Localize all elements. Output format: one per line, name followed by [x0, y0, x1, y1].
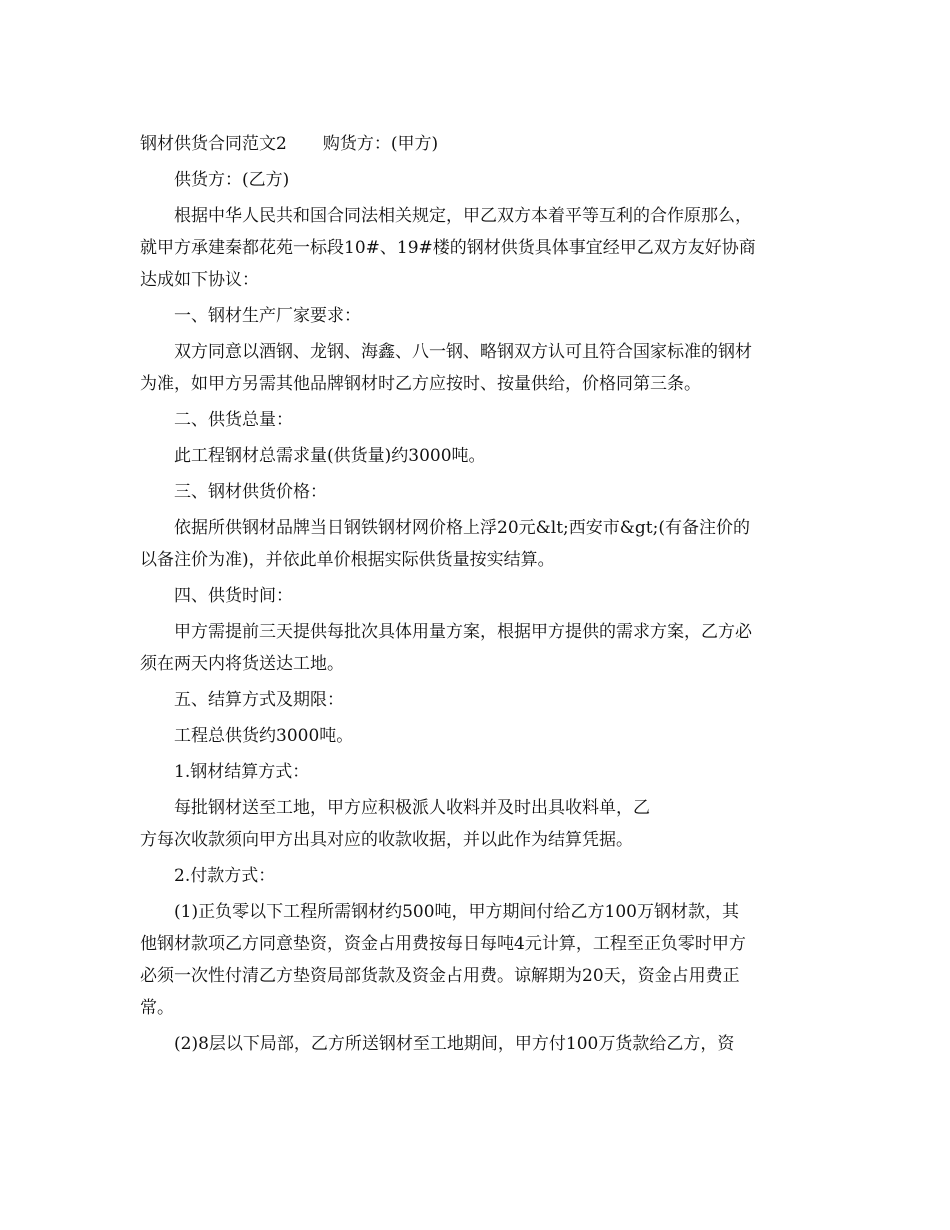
section-5-line-2: 每批钢材送至工地，甲方应积极派人收料并及时出具收料单，乙: [174, 798, 650, 818]
section-4-line-1: 甲方需提前三天提供每批次具体用量方案，根据甲方提供的需求方案，乙方必: [174, 622, 752, 642]
section-5-line-3: 方每次收款须向甲方出具对应的收款收据，并以此作为结算凭据。: [140, 830, 633, 850]
document-body: [140, 128, 820, 1060]
intro-line-3: 达成如下协议：: [140, 270, 259, 290]
document-title: 钢材供货合同范文2: [140, 134, 287, 154]
intro-line-1: 根据中华人民共和国合同法相关规定，甲乙双方本着平等互利的合作原那么，: [174, 206, 752, 226]
section-5-line-1: 工程总供货约3000吨。: [174, 726, 354, 746]
subsection-heading-5-1: 1.钢材结算方式：: [174, 762, 310, 782]
section-1-line-1: 双方同意以酒钢、龙钢、海鑫、八一钢、略钢双方认可且符合国家标准的钢材: [174, 342, 752, 362]
title-row: [140, 128, 820, 160]
section-heading-2: 二、供货总量：: [174, 410, 293, 430]
section-3-line-1: 依据所供钢材品牌当日钢铁钢材网价格上浮20元&lt;西安市&gt;(有备注价的: [174, 518, 750, 538]
intro-line-2: 就甲方承建秦都花苑一标段10#、19#楼的钢材供货具体事宜经甲乙双方友好协商: [140, 238, 756, 258]
section-heading-5: 五、结算方式及期限：: [174, 690, 344, 710]
clause-1-line-4: 常。: [140, 998, 174, 1018]
section-4-line-2: 须在两天内将货送达工地。: [140, 654, 344, 674]
section-heading-4: 四、供货时间：: [174, 586, 293, 606]
clause-1-line-2: 他钢材款项乙方同意垫资，资金占用费按每日每吨4元计算，工程至正负零时甲方: [140, 934, 746, 954]
buyer-label: 购货方：(甲方): [322, 134, 439, 154]
subsection-heading-5-2: 2.付款方式：: [174, 866, 276, 886]
clause-1-line-1: (1)正负零以下工程所需钢材约500吨，甲方期间付给乙方100万钢材款，其: [174, 902, 739, 922]
section-1-line-2: 为准，如甲方另需其他品牌钢材时乙方应按时、按量供给，价格同第三条。: [140, 374, 701, 394]
section-3-line-2: 以备注价为准)，并依此单价根据实际供货量按实结算。: [140, 550, 555, 570]
section-heading-1: 一、钢材生产厂家要求：: [174, 306, 361, 326]
clause-1-line-3: 必须一次性付清乙方垫资局部货款及资金占用费。谅解期为20天，资金占用费正: [140, 966, 740, 986]
supplier-label: 供货方：(乙方): [174, 170, 290, 190]
clause-2-line-1: (2)8层以下局部，乙方所送钢材至工地期间，甲方付100万货款给乙方，资: [174, 1034, 735, 1054]
section-2-line-1: 此工程钢材总需求量(供货量)约3000吨。: [174, 446, 486, 466]
section-heading-3: 三、钢材供货价格：: [174, 482, 327, 502]
